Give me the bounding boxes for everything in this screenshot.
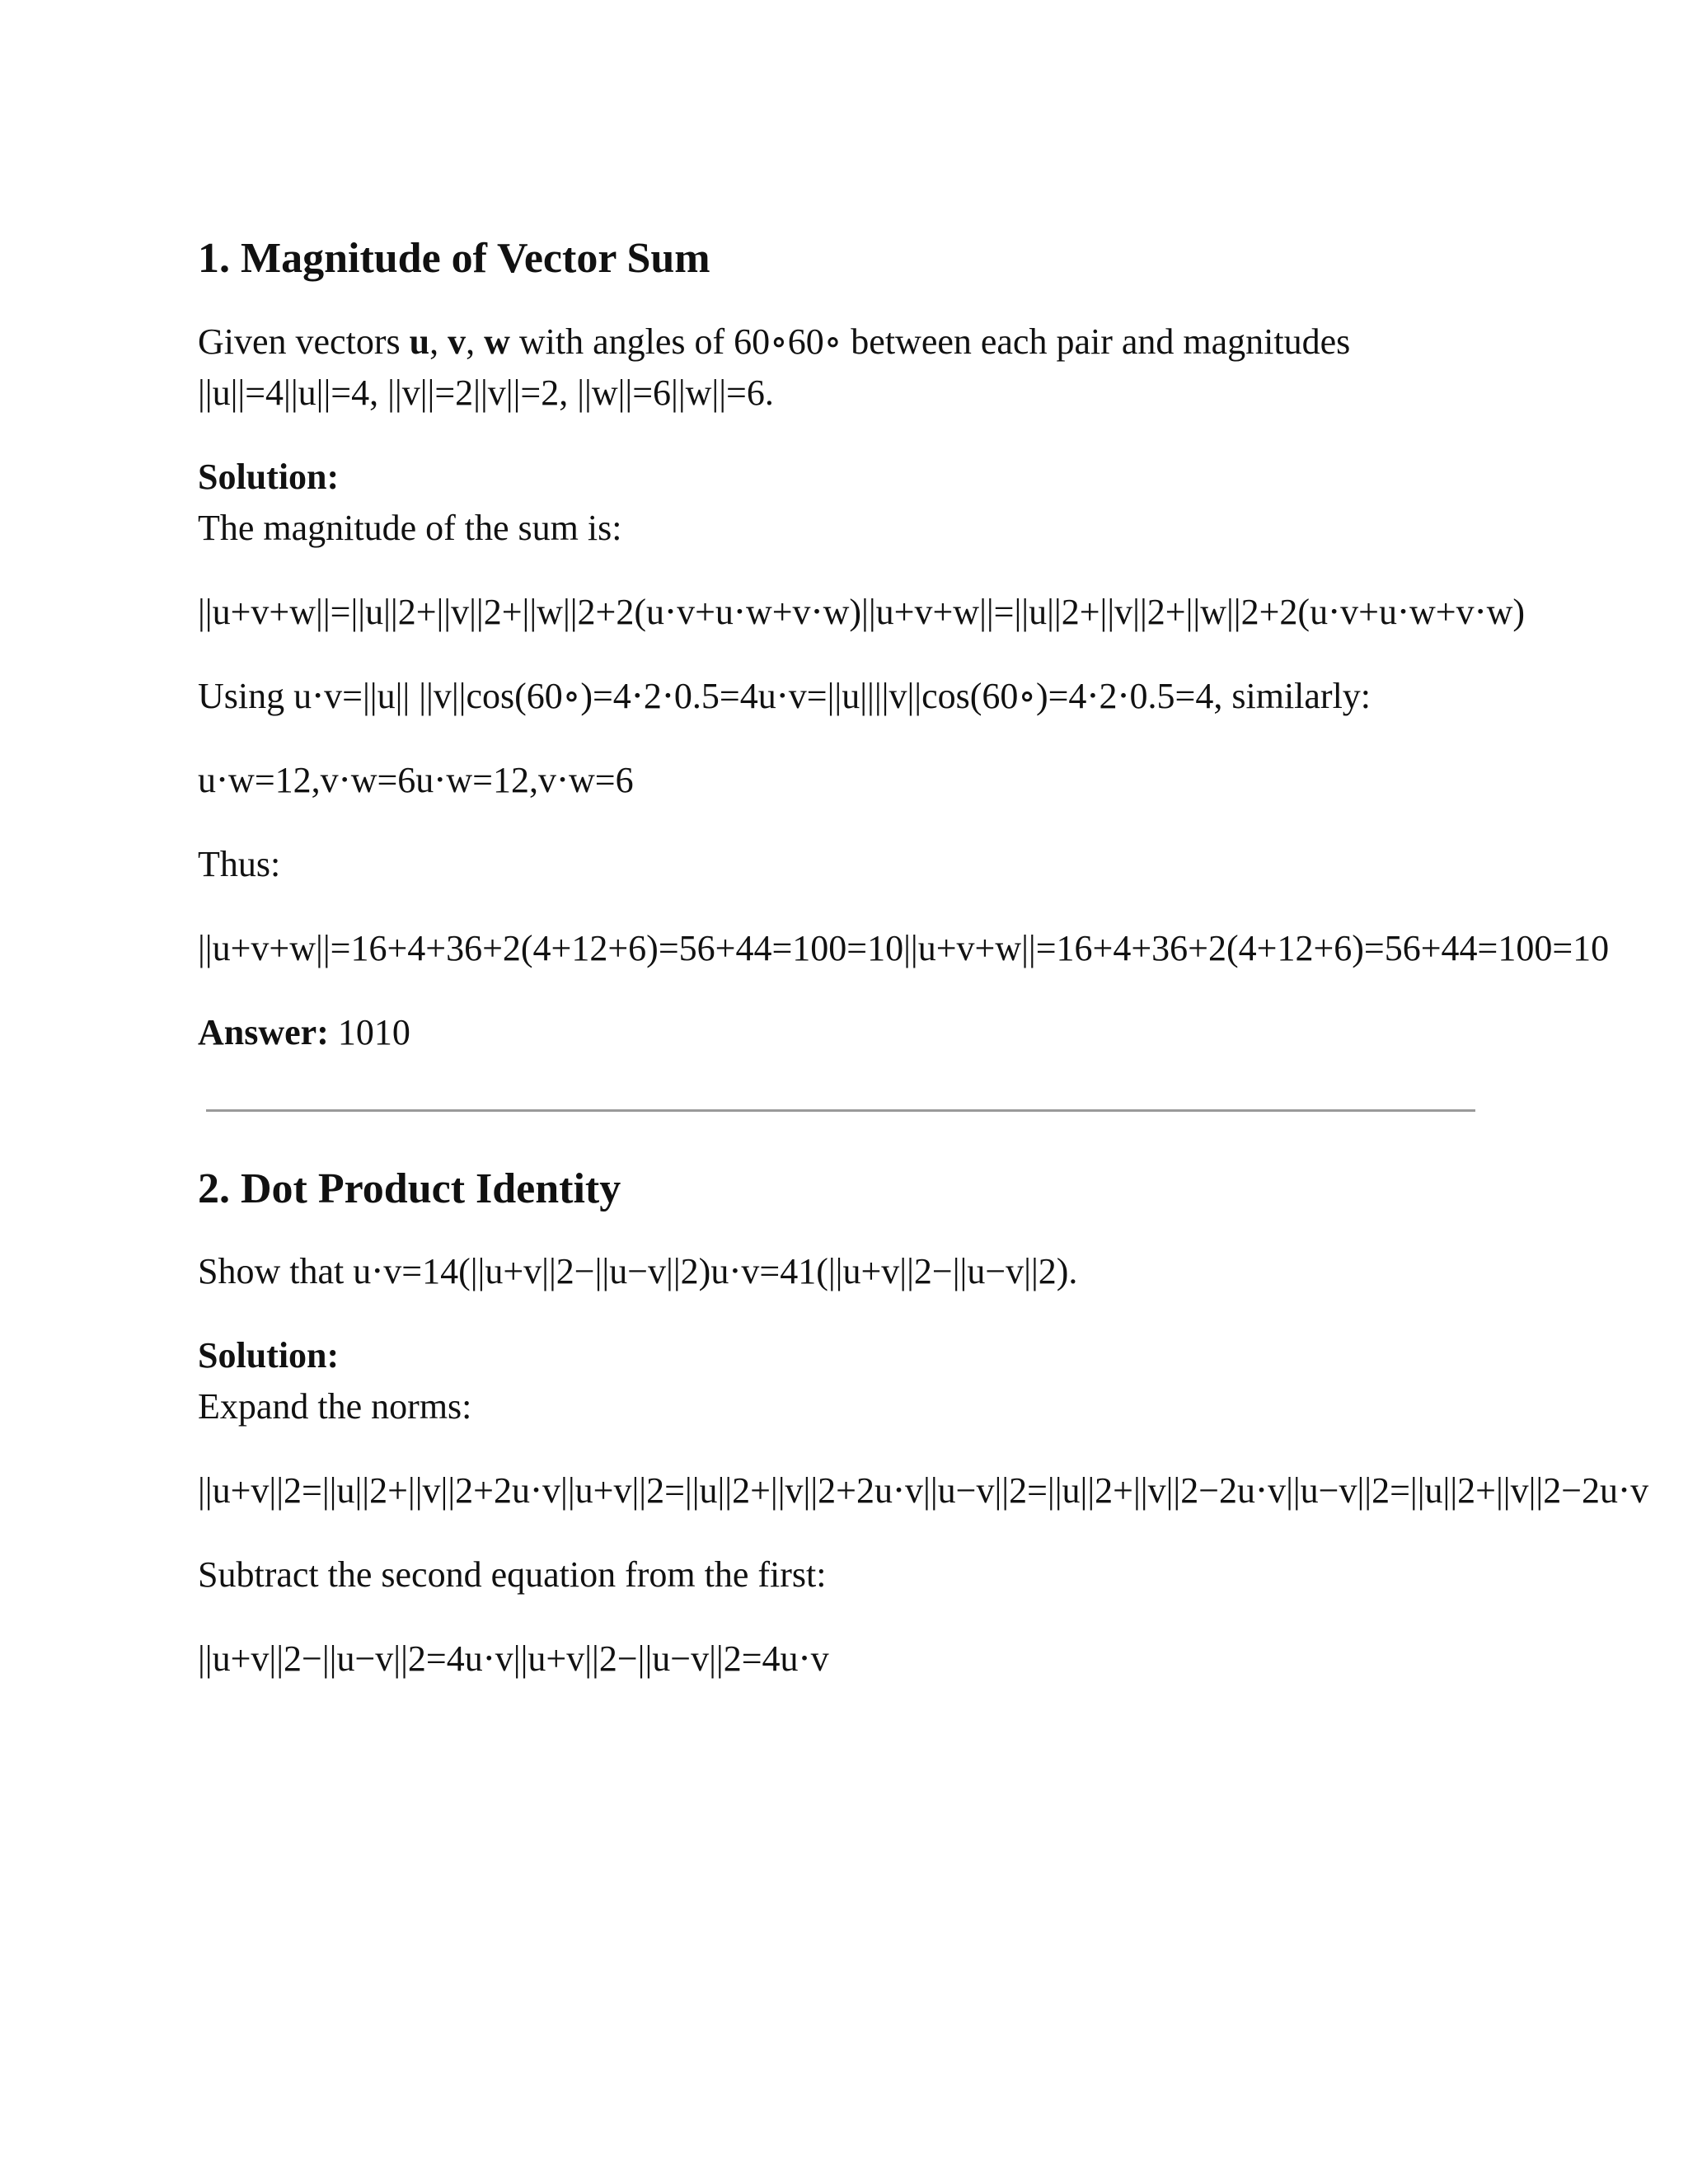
answer-line (198, 1007, 1475, 1058)
document-page (198, 231, 1649, 1685)
solution-label: Solution: (198, 456, 340, 497)
section-title: 2. Dot Product Identity (198, 1165, 621, 1212)
solution-intro: Expand the norms: (198, 1386, 472, 1427)
equation-sum-magnitude: ||u+v+w||=||u||2+||v||2+||w||2+2(u⋅v+u⋅w+v⋅w)||u+v+w||=||u||2+||v||2+||w||2+2(u⋅v+u⋅w+v⋅w) (198, 591, 1526, 632)
vector-v: v (448, 321, 467, 362)
equation-difference: ||u+v||2−||u−v||2=4u⋅v||u+v||2−||u−v||2=4u⋅v (198, 1638, 829, 1680)
given-statement: Given vectors u, v, w with angles of 60∘60∘ between each pair and magnitudes ||u||=4||u||=4, ||v||=2||v||=2, ||w||=6||w||=6. (198, 321, 1351, 413)
section-title: 1. Magnitude of Vector Sum (198, 235, 710, 282)
equation-expand-norms: ||u+v||2=||u||2+||v||2+2u⋅v||u+v||2=||u||2+||v||2+2u⋅v||u−v||2=||u||2+||v||2−2u⋅v||u−v||2=||u||2+||v||2−2u⋅v (198, 1470, 1649, 1511)
equation-result: ||u+v+w||=16+4+36+2(4+12+6)=56+44=100=10||u+v+w||=16+4+36+2(4+12+6)=56+44=100=10 (198, 927, 1610, 968)
vector-u: u (409, 321, 430, 362)
equation-dot-products: u⋅w=12,v⋅w=6u⋅w=12,v⋅w=6 (198, 759, 634, 800)
thus-label: Thus: (198, 843, 281, 884)
identity-statement: Show that u⋅v=14(||u+v||2−||u−v||2)u⋅v=41(||u+v||2−||u−v||2). (198, 1251, 1078, 1292)
answer-label: Answer: (198, 1011, 329, 1052)
section-vector-sum (198, 231, 1610, 1058)
using-dot-product: Using u⋅v=||u|| ||v||cos(60∘)=4⋅2⋅0.5=4u⋅v=||u||||v||cos(60∘)=4⋅2⋅0.5=4, similarly: (198, 675, 1372, 716)
solution-label: Solution: (198, 1335, 340, 1376)
answer-value: 1010 (328, 1011, 410, 1052)
subtract-instruction: Subtract the second equation from the first: (198, 1554, 827, 1596)
solution-intro: The magnitude of the sum is: (198, 507, 622, 548)
vector-w: w (484, 321, 510, 362)
section-dot-product-identity (198, 1161, 1649, 1685)
section-divider (206, 1109, 1475, 1112)
